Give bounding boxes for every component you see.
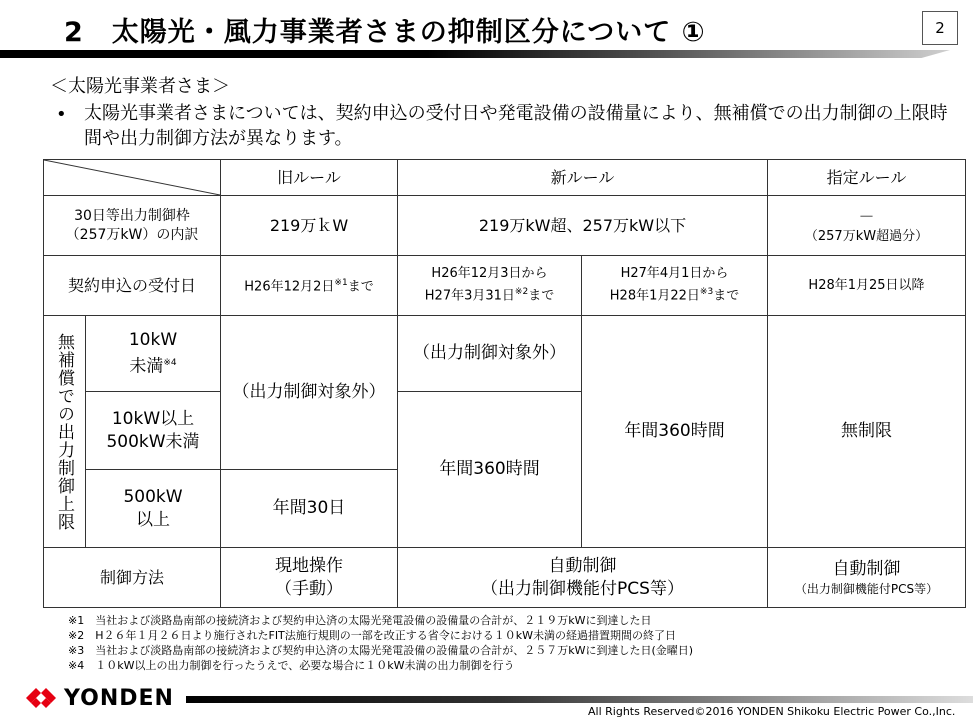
old-30-days: 年間30日 [221,470,398,548]
receipt-new2-tail: まで [713,288,740,304]
receipt-new1-tail: まで [528,288,555,304]
receipt-new1-date: H27年3月31日 [424,288,515,304]
cap-10-500kw [86,392,221,470]
breakdown-dash: － [858,206,875,226]
breakdown-designated [768,196,966,256]
footnote-3: ※3 当社および淡路島南部の接続済および契約申込済の太陽光発電設備の設備量の合計が、２５７万kWに到達した日(金曜日) [68,644,694,657]
cap1-line2 [86,352,220,379]
method-old [221,548,398,608]
method-old-line1: 現地操作 [275,555,343,576]
footnote-1: ※1 当社および淡路島南部の接続済および契約申込済の太陽光発電設備の設備量の合計が、２１９万kWに到達した日 [68,614,652,627]
note-mark-2: ※2 [514,287,529,298]
section-heading: ＜太陽光事業者さま＞ [50,76,230,97]
cap2-line2: 500kW未満 [106,431,200,452]
receipt-new2-date: H28年1月22日 [609,288,700,304]
old-out-of-scope: （出力制御対象外） [221,316,398,470]
method-new-line2: （出力制御機能付PCS等） [481,578,684,599]
header-new-rule: 新ルール [398,160,768,196]
cap-under-10kw [86,316,221,392]
cap3-line2: 以上 [136,509,170,530]
method-designated-line1: 自動制御 [832,559,901,579]
method-designated-line2: （出力制御機能付PCS等） [794,582,939,596]
header-old-rule: 旧ルール [221,160,398,196]
note-mark-1: ※1 [334,278,348,289]
corner-cell [44,160,221,196]
bullet-mark: • [56,104,67,125]
receipt-new2-to [582,283,767,305]
cap1-line1: 10kW [128,329,178,350]
new2-360-hours: 年間360時間 [582,316,768,548]
method-label: 制御方法 [44,548,221,608]
page-number: 2 [922,11,958,45]
copyright: All Rights Reserved©2016 YONDEN Shikoku Electric Power Co.,Inc. [588,705,956,718]
header-designated-rule: 指定ルール [768,160,966,196]
intro-text: 太陽光事業者さまについては、契約申込の受付日や発電設備の設備量により、無補償での出力制御の上限時間や出力制御方法が異なります。 [84,103,948,149]
title-underline [0,50,950,58]
new1-360-hours: 年間360時間 [398,392,582,548]
receipt-old [221,256,398,316]
receipt-new2-from: H27年4月1日から [620,266,729,282]
note-mark-4: ※4 [163,357,177,368]
footnotes [68,613,693,673]
footnote-4: ※4 １０kW以上の出力制御を行ったうえで、必要な場合に１０kW未満の出力制御を行う [68,659,515,672]
designated-unlimited: 無制限 [768,316,966,548]
method-new-line1: 自動制御 [548,555,617,576]
breakdown-old: 219万ｋW [221,196,398,256]
curtailment-table [43,159,966,608]
breakdown-label: 30日等出力制御枠（257万kW）の内訳 [44,196,221,256]
breakdown-new: 219万kW超、257万kW以下 [398,196,768,256]
cap1-text: 未満 [129,356,164,377]
receipt-old-tail: まで [347,279,374,295]
receipt-new2 [582,256,768,316]
note-mark-3: ※3 [699,287,714,298]
method-old-line2: （手動） [275,578,343,599]
yonden-logo [24,685,174,711]
receipt-new1-to [398,283,581,305]
cap3-line1: 500kW [123,486,183,507]
receipt-new1-from: H26年12月3日から [431,266,548,282]
limit-group-text: 無補償での出力制御上限 [54,332,74,531]
footnote-2: ※2 H２６年１月２６日より施行されたFIT法施行規則の一部を改正する省令における１０kW未満の経過措置期間の終了日 [68,629,677,642]
cap2-line1: 10kW以上 [111,408,195,429]
footer-line [186,696,973,703]
yonden-mark-icon [24,685,58,711]
breakdown-designated-sub: （257万kW超過分） [804,228,929,244]
method-new [398,548,768,608]
receipt-designated: H28年1月25日以降 [768,256,966,316]
new1-out-of-scope: （出力制御対象外） [398,316,582,392]
page-title: 2 太陽光・風力事業者さまの抑制区分について ① [64,17,706,48]
diagonal-line [44,160,220,195]
method-designated [768,548,966,608]
cap-over-500kw [86,470,221,548]
limit-group-label [44,316,86,548]
receipt-new1 [398,256,582,316]
receipt-old-date: H26年12月2日 [244,279,335,295]
logo-text: YONDEN [64,685,174,711]
receipt-label: 契約申込の受付日 [44,256,221,316]
